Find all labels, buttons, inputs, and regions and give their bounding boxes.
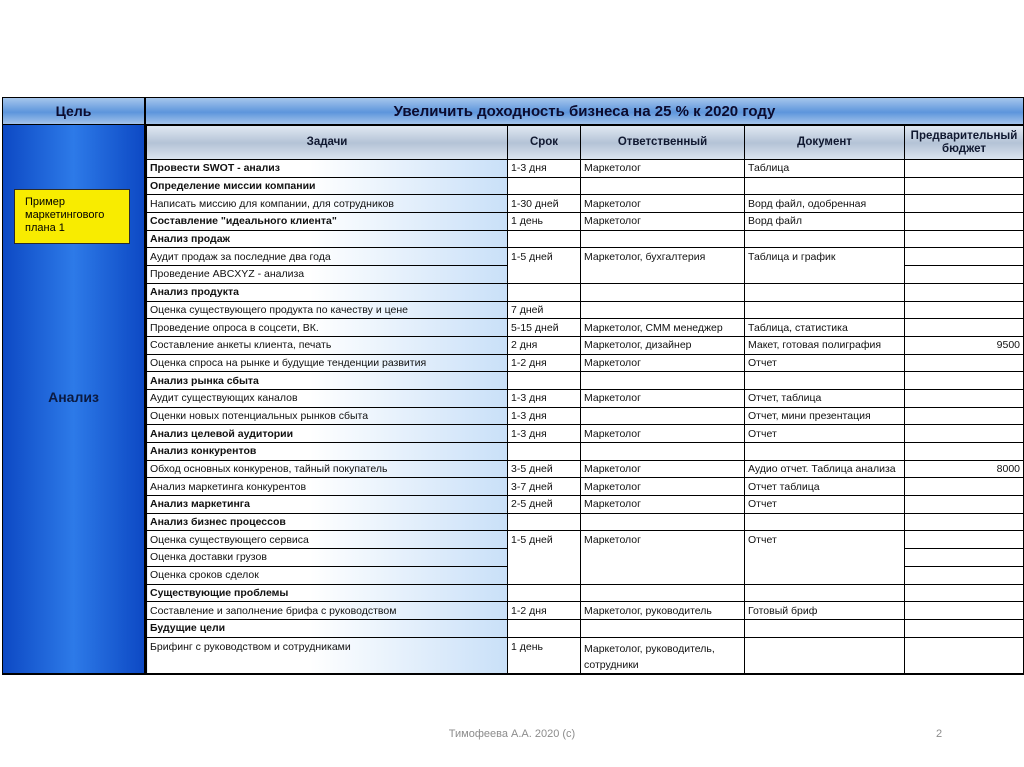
goal-header: Цель bbox=[3, 98, 144, 124]
document-cell: Отчет bbox=[745, 531, 905, 584]
responsible-cell: Маркетолог bbox=[581, 354, 745, 372]
responsible-cell: Маркетолог bbox=[581, 496, 745, 514]
budget-cell bbox=[905, 619, 1024, 637]
document-cell bbox=[745, 584, 905, 602]
responsible-cell: Маркетолог bbox=[581, 460, 745, 478]
table-row bbox=[147, 213, 1024, 231]
document-cell bbox=[745, 177, 905, 195]
task-cell: Провести SWOT - анализ bbox=[147, 160, 508, 178]
task-cell: Составление "идеального клиента" bbox=[147, 213, 508, 231]
table-row bbox=[147, 602, 1024, 620]
table-row bbox=[147, 619, 1024, 637]
responsible-cell: Маркетолог, руководитель bbox=[581, 602, 745, 620]
table-row bbox=[147, 248, 1024, 266]
task-cell: Составление и заполнение брифа с руководством bbox=[147, 602, 508, 620]
table-row bbox=[147, 372, 1024, 390]
term-cell bbox=[508, 177, 581, 195]
budget-cell bbox=[905, 496, 1024, 514]
term-cell bbox=[508, 513, 581, 531]
budget-cell bbox=[905, 354, 1024, 372]
table-row bbox=[147, 443, 1024, 461]
responsible-cell: Маркетолог bbox=[581, 389, 745, 407]
responsible-cell bbox=[581, 619, 745, 637]
responsible-cell: Маркетолог bbox=[581, 478, 745, 496]
table-row bbox=[147, 389, 1024, 407]
budget-cell bbox=[905, 213, 1024, 231]
column-header-document: Документ bbox=[745, 126, 905, 160]
term-cell: 1-3 дня bbox=[508, 160, 581, 178]
document-cell bbox=[745, 619, 905, 637]
responsible-cell bbox=[581, 443, 745, 461]
budget-cell bbox=[905, 478, 1024, 496]
table-row bbox=[147, 460, 1024, 478]
budget-cell bbox=[905, 177, 1024, 195]
budget-cell bbox=[905, 195, 1024, 213]
document-cell: Макет, готовая полиграфия bbox=[745, 336, 905, 354]
table-row bbox=[147, 177, 1024, 195]
document-cell: Ворд файл, одобренная bbox=[745, 195, 905, 213]
task-cell: Оценки новых потенциальных рынков сбыта bbox=[147, 407, 508, 425]
task-cell: Оценка существующего сервиса bbox=[147, 531, 508, 549]
budget-cell bbox=[905, 319, 1024, 337]
term-cell: 3-5 дней bbox=[508, 460, 581, 478]
task-cell: Аудит существующих каналов bbox=[147, 389, 508, 407]
table-row bbox=[147, 513, 1024, 531]
task-cell: Существующие проблемы bbox=[147, 584, 508, 602]
budget-cell bbox=[905, 372, 1024, 390]
task-cell: Анализ рынка сбыта bbox=[147, 372, 508, 390]
responsible-cell: Маркетолог, бухгалтерия bbox=[581, 248, 745, 283]
budget-cell bbox=[905, 301, 1024, 319]
column-header-term: Срок bbox=[508, 126, 581, 160]
task-cell: Анализ бизнес процессов bbox=[147, 513, 508, 531]
task-cell: Проведение ABCXYZ - анализа bbox=[147, 266, 508, 284]
document-cell: Отчет, мини презентация bbox=[745, 407, 905, 425]
budget-cell bbox=[905, 160, 1024, 178]
budget-cell: 8000 bbox=[905, 460, 1024, 478]
table-row bbox=[147, 478, 1024, 496]
budget-cell bbox=[905, 602, 1024, 620]
responsible-cell bbox=[581, 230, 745, 248]
term-cell: 1-3 дня bbox=[508, 389, 581, 407]
responsible-cell: Маркетолог bbox=[581, 195, 745, 213]
table-row bbox=[147, 637, 1024, 673]
term-cell: 2-5 дней bbox=[508, 496, 581, 514]
term-cell: 1-2 дня bbox=[508, 602, 581, 620]
document-cell: Отчет bbox=[745, 354, 905, 372]
term-cell bbox=[508, 283, 581, 301]
table-row bbox=[147, 496, 1024, 514]
example-label: Пример маркетингового плана 1 bbox=[14, 189, 130, 244]
document-cell: Таблица и график bbox=[745, 248, 905, 283]
term-cell: 2 дня bbox=[508, 336, 581, 354]
term-cell: 1-3 дня bbox=[508, 407, 581, 425]
plan-title: Увеличить доходность бизнеса на 25 % к 2020 году bbox=[146, 98, 1023, 124]
table-row bbox=[147, 336, 1024, 354]
responsible-cell: Маркетолог, руководитель, сотрудники bbox=[581, 637, 745, 673]
budget-cell: 9500 bbox=[905, 336, 1024, 354]
task-cell: Анализ продукта bbox=[147, 283, 508, 301]
document-cell: Таблица bbox=[745, 160, 905, 178]
document-cell bbox=[745, 230, 905, 248]
document-cell: Отчет bbox=[745, 425, 905, 443]
responsible-cell bbox=[581, 177, 745, 195]
document-cell: Готовый бриф bbox=[745, 602, 905, 620]
term-cell bbox=[508, 230, 581, 248]
task-cell: Оценка сроков сделок bbox=[147, 566, 508, 584]
budget-cell bbox=[905, 407, 1024, 425]
table-row bbox=[147, 283, 1024, 301]
budget-cell bbox=[905, 549, 1024, 567]
budget-cell bbox=[905, 283, 1024, 301]
table-row bbox=[147, 531, 1024, 549]
table-header-row bbox=[147, 126, 1024, 160]
column-header-budget: Предварительный бюджет bbox=[905, 126, 1024, 160]
budget-cell bbox=[905, 531, 1024, 549]
responsible-cell: Маркетолог, СММ менеджер bbox=[581, 319, 745, 337]
responsible-cell bbox=[581, 407, 745, 425]
responsible-cell: Маркетолог, дизайнер bbox=[581, 336, 745, 354]
responsible-cell: Маркетолог bbox=[581, 160, 745, 178]
term-cell: 1-3 дня bbox=[508, 425, 581, 443]
document-cell bbox=[745, 513, 905, 531]
term-cell: 1-5 дней bbox=[508, 248, 581, 283]
responsible-cell bbox=[581, 301, 745, 319]
task-cell: Обход основных конкуренов, тайный покупатель bbox=[147, 460, 508, 478]
responsible-cell bbox=[581, 283, 745, 301]
budget-cell bbox=[905, 230, 1024, 248]
document-cell: Аудио отчет. Таблица анализа bbox=[745, 460, 905, 478]
task-cell: Анализ маркетинга bbox=[147, 496, 508, 514]
task-cell: Брифинг с руководством и сотрудниками bbox=[147, 637, 508, 673]
column-header-responsible: Ответственный bbox=[581, 126, 745, 160]
table-row bbox=[147, 160, 1024, 178]
term-cell: 1-5 дней bbox=[508, 531, 581, 584]
budget-cell bbox=[905, 443, 1024, 461]
task-cell: Оценка спроса на рынке и будущие тенденции развития bbox=[147, 354, 508, 372]
budget-cell bbox=[905, 425, 1024, 443]
task-cell: Анализ маркетинга конкурентов bbox=[147, 478, 508, 496]
marketing-plan-table bbox=[146, 125, 1024, 674]
responsible-cell bbox=[581, 513, 745, 531]
task-cell: Определение миссии компании bbox=[147, 177, 508, 195]
term-cell bbox=[508, 372, 581, 390]
task-cell: Проведение опроса в соцсети, ВК. bbox=[147, 319, 508, 337]
budget-cell bbox=[905, 637, 1024, 673]
term-cell bbox=[508, 619, 581, 637]
footer-author: Тимофеева А.А. 2020 (с) bbox=[448, 728, 576, 740]
document-cell: Таблица, статистика bbox=[745, 319, 905, 337]
term-cell bbox=[508, 584, 581, 602]
table-row bbox=[147, 584, 1024, 602]
column-header-tasks: Задачи bbox=[147, 126, 508, 160]
term-cell: 1-30 дней bbox=[508, 195, 581, 213]
table-row bbox=[147, 195, 1024, 213]
table-row bbox=[147, 319, 1024, 337]
budget-cell bbox=[905, 266, 1024, 284]
task-cell: Оценка доставки грузов bbox=[147, 549, 508, 567]
responsible-cell bbox=[581, 372, 745, 390]
document-cell bbox=[745, 372, 905, 390]
budget-cell bbox=[905, 389, 1024, 407]
responsible-cell: Маркетолог bbox=[581, 213, 745, 231]
task-cell: Анализ конкурентов bbox=[147, 443, 508, 461]
document-cell: Отчет таблица bbox=[745, 478, 905, 496]
budget-cell bbox=[905, 248, 1024, 266]
term-cell: 3-7 дней bbox=[508, 478, 581, 496]
document-cell bbox=[745, 283, 905, 301]
term-cell: 5-15 дней bbox=[508, 319, 581, 337]
budget-cell bbox=[905, 513, 1024, 531]
task-cell: Оценка существующего продукта по качеству и цене bbox=[147, 301, 508, 319]
document-cell: Отчет bbox=[745, 496, 905, 514]
task-cell: Анализ продаж bbox=[147, 230, 508, 248]
task-cell: Будущие цели bbox=[147, 619, 508, 637]
term-cell: 1 день bbox=[508, 213, 581, 231]
task-cell: Написать миссию для компании, для сотрудников bbox=[147, 195, 508, 213]
page-number: 2 bbox=[936, 728, 943, 740]
section-label: Анализ bbox=[48, 389, 99, 405]
task-cell: Аудит продаж за последние два года bbox=[147, 248, 508, 266]
table-row bbox=[147, 301, 1024, 319]
table-row bbox=[147, 425, 1024, 443]
term-cell bbox=[508, 443, 581, 461]
term-cell: 1 день bbox=[508, 637, 581, 673]
document-cell: Отчет, таблица bbox=[745, 389, 905, 407]
table-row bbox=[147, 407, 1024, 425]
budget-cell bbox=[905, 584, 1024, 602]
task-cell: Анализ целевой аудитории bbox=[147, 425, 508, 443]
table-row bbox=[147, 354, 1024, 372]
responsible-cell: Маркетолог bbox=[581, 425, 745, 443]
document-cell: Ворд файл bbox=[745, 213, 905, 231]
budget-cell bbox=[905, 566, 1024, 584]
document-cell bbox=[745, 443, 905, 461]
task-cell: Составление анкеты клиента, печать bbox=[147, 336, 508, 354]
term-cell: 7 дней bbox=[508, 301, 581, 319]
responsible-cell: Маркетолог bbox=[581, 531, 745, 584]
document-cell bbox=[745, 637, 905, 673]
table-row bbox=[147, 230, 1024, 248]
responsible-cell bbox=[581, 584, 745, 602]
document-cell bbox=[745, 301, 905, 319]
term-cell: 1-2 дня bbox=[508, 354, 581, 372]
